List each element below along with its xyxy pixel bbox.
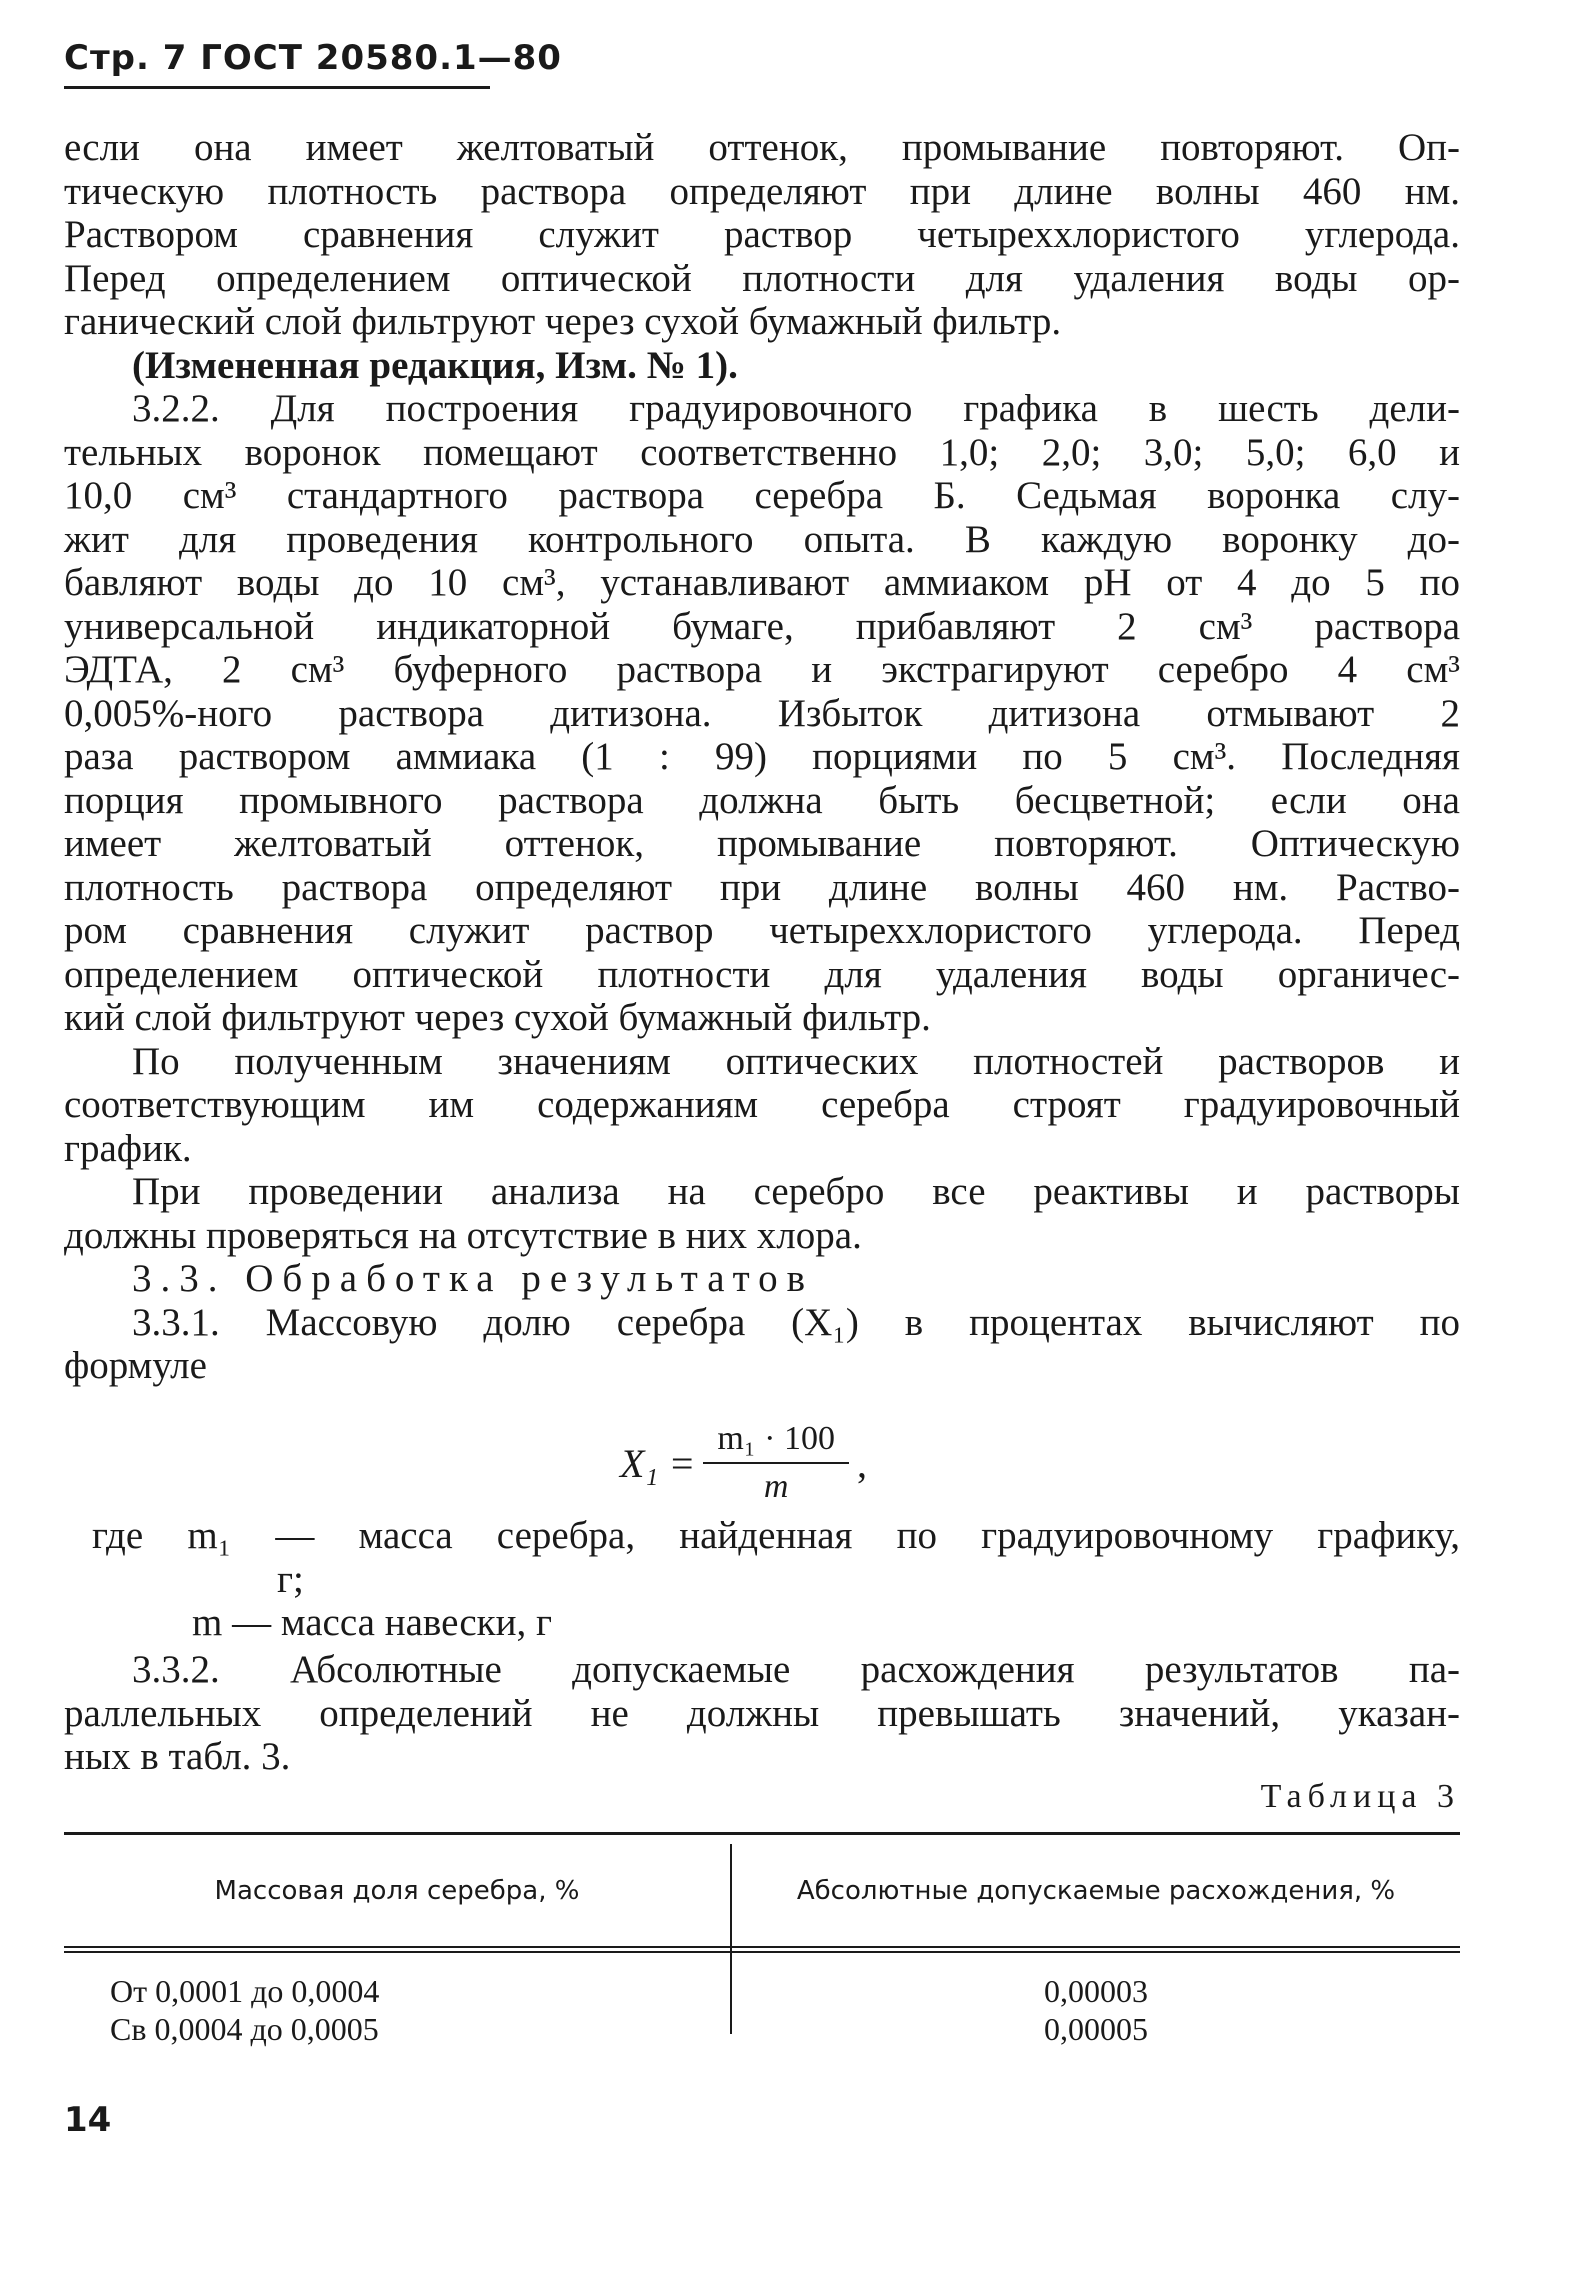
text-line: соответствующим им содержаниям серебра строят градуировочный: [64, 1083, 1460, 1126]
where-line: m — масса навески, г: [192, 1601, 552, 1644]
section-heading: 3.3. Обработка результатов: [132, 1257, 815, 1300]
text-line: раллельных определений не должны превышать значений, указан-: [64, 1691, 1460, 1735]
formula-lhs: X₁ =: [620, 1440, 696, 1486]
table-row: От 0,0001 до 0,0004: [110, 1973, 380, 2009]
text-line: 3.3.2. Абсолютные допускаемые расхождения результатов па-: [132, 1648, 1460, 1691]
text-line: формуле: [64, 1344, 207, 1387]
text-line: жит для проведения контрольного опыта. В каждую воронку до-: [64, 517, 1460, 561]
text-line: раза раствором аммиака (1 : 99) порциями по 5 см³. Последняя: [64, 735, 1460, 778]
formula-denominator: m: [763, 1468, 789, 1505]
data-table: [64, 1832, 1460, 2062]
text-line: универсальной индикаторной бумаге, прибавляют 2 см³ раствора: [64, 604, 1460, 648]
edit-note: (Измененная редакция, Изм. № 1).: [132, 343, 738, 387]
table-header-tolerance: Абсолютные допускаемые расхождения, %: [796, 1876, 1396, 1906]
text-line: По полученным значениям оптических плотностей растворов и: [132, 1039, 1460, 1083]
text-line: бавляют воды до 10 см³, устанавливают аммиаком pH от 4 до 5 по: [64, 561, 1460, 604]
page-number: 14: [64, 2100, 112, 2140]
text-line: 0,005%-ного раствора дитизона. Избыток дитизона отмывают 2: [64, 691, 1460, 735]
text-line: определением оптической плотности для удаления воды органичес-: [64, 952, 1460, 996]
table-row: Св 0,0004 до 0,0005: [110, 2011, 379, 2047]
text-line: имеет желтоватый оттенок, промывание повторяют. Оптическую: [64, 822, 1460, 865]
table-cell: 0,00005: [1044, 2011, 1148, 2047]
table-cell: 0,00003: [1044, 1973, 1148, 2009]
formula-tail: ,: [856, 1440, 867, 1486]
main-text: [64, 126, 1460, 1388]
text-line: должны проверяться на отсутствие в них хлора.: [64, 1213, 862, 1257]
text-line: ганический слой фильтруют через сухой бумажный фильтр.: [64, 300, 1062, 343]
text-line: кий слой фильтруют через сухой бумажный фильтр.: [64, 996, 931, 1039]
table-header-rule: [64, 1951, 1460, 1953]
where-line: г;: [277, 1557, 304, 1601]
formula: [620, 1420, 867, 1506]
text-line: Раствором сравнения служит раствор четыреххлористого углерода.: [64, 213, 1460, 256]
text-line: порция промывного раствора должна быть бесцветной; если она: [64, 778, 1460, 822]
text-line: если она имеет желтоватый оттенок, промывание повторяют. Оп-: [64, 126, 1460, 169]
table-top-rule: [64, 1832, 1460, 1835]
header-rule: [64, 86, 490, 89]
paragraph-332: [64, 1648, 1460, 1779]
text-line: При проведении анализа на серебро все реактивы и растворы: [132, 1170, 1460, 1213]
where-line: где m₁ — масса серебра, найденная по градуировочному графику,: [92, 1514, 1460, 1557]
where-block: [92, 1514, 1460, 1645]
text-line: ных в табл. 3.: [64, 1735, 291, 1778]
text-line: Перед определением оптической плотности для удаления воды ор-: [64, 256, 1460, 300]
table-title: Таблица 3: [1260, 1778, 1460, 1815]
text-line: ром сравнения служит раствор четыреххлористого углерода. Перед: [64, 909, 1460, 952]
table-header-mass-fraction: Массовая доля серебра, %: [214, 1876, 580, 1906]
text-line: тическую плотность раствора определяют при длине волны 460 нм.: [64, 169, 1460, 213]
text-line: график.: [64, 1126, 192, 1170]
text-line: ЭДТА, 2 см³ буферного раствора и экстрагируют серебро 4 см³: [64, 648, 1460, 691]
text-line: плотность раствора определяют при длине волны 460 нм. Раство-: [64, 865, 1460, 909]
text-line: 3.3.1. Массовую долю серебра (X₁) в процентах вычисляют по: [132, 1300, 1460, 1344]
table-header-rule: [64, 1946, 1460, 1948]
text-line: тельных воронок помещают соответственно 1,0; 2,0; 3,0; 5,0; 6,0 и: [64, 430, 1460, 474]
formula-numerator: m₁ · 100: [703, 1420, 849, 1464]
page-header: Стр. 7 ГОСТ 20580.1—80: [64, 38, 562, 78]
text-line: 10,0 см³ стандартного раствора серебра Б. Седьмая воронка слу-: [64, 474, 1460, 517]
formula-fraction: [703, 1420, 849, 1506]
text-line: 3.2.2. Для построения градуировочного графика в шесть дели-: [132, 387, 1460, 430]
